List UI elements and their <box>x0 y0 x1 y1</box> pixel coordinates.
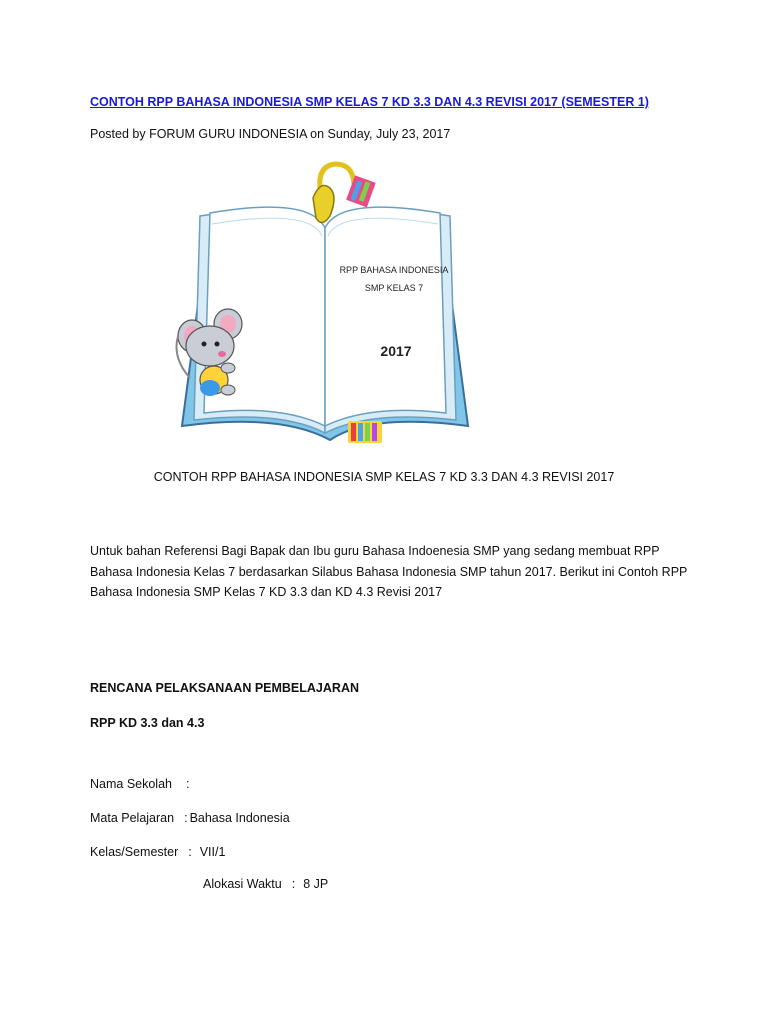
figure-caption: CONTOH RPP BAHASA INDONESIA SMP KELAS 7 KD 3.3 DAN 4.3 REVISI 2017 <box>153 470 615 484</box>
field-mata-pelajaran <box>90 811 290 825</box>
book-text-line1: RPP BAHASA INDONESIA <box>339 265 449 275</box>
field-colon: : <box>184 811 188 825</box>
book-text-year: 2017 <box>380 343 412 359</box>
field-value: 8 JP <box>303 877 329 891</box>
intro-line-1: Untuk bahan Referensi Bagi Bapak dan Ibu guru Bahasa Indoenesia SMP yang sedang membuat RPP <box>90 544 660 558</box>
field-colon: : <box>188 845 192 859</box>
field-colon: : <box>291 877 296 891</box>
book-illustration <box>170 158 480 456</box>
intro-paragraph <box>90 541 690 603</box>
open-book-image <box>170 158 480 456</box>
field-kelas-semester <box>90 845 225 859</box>
field-label: Kelas/Semester <box>90 845 179 859</box>
section-heading: RENCANA PELAKSANAAN PEMBELAJARAN <box>90 681 359 695</box>
field-value: Bahasa Indonesia <box>189 811 290 825</box>
posted-by-line: Posted by FORUM GURU INDONESIA on Sunday, July 23, 2017 <box>90 127 451 141</box>
field-nama-sekolah <box>90 777 193 791</box>
field-label: Mata Pelajaran <box>90 811 175 825</box>
book-text-line2: SMP KELAS 7 <box>364 283 424 293</box>
section-subheading: RPP KD 3.3 dan 4.3 <box>90 716 205 730</box>
field-alokasi-waktu <box>203 877 328 891</box>
field-colon: : <box>186 777 190 791</box>
intro-line-3: Bahasa Indonesia SMP Kelas 7 KD 3.3 dan KD 4.3 Revisi 2017 <box>90 585 443 599</box>
post-title-link[interactable]: CONTOH RPP BAHASA INDONESIA SMP KELAS 7 KD 3.3 DAN 4.3 REVISI 2017 (SEMESTER 1) <box>90 95 649 109</box>
intro-line-2: Bahasa Indonesia Kelas 7 berdasarkan Silabus Bahasa Indonesia SMP tahun 2017. Berikut ini Contoh RPP <box>90 564 688 579</box>
field-label: Alokasi Waktu <box>203 877 282 891</box>
field-label: Nama Sekolah <box>90 777 172 791</box>
field-value: VII/1 <box>199 845 226 859</box>
